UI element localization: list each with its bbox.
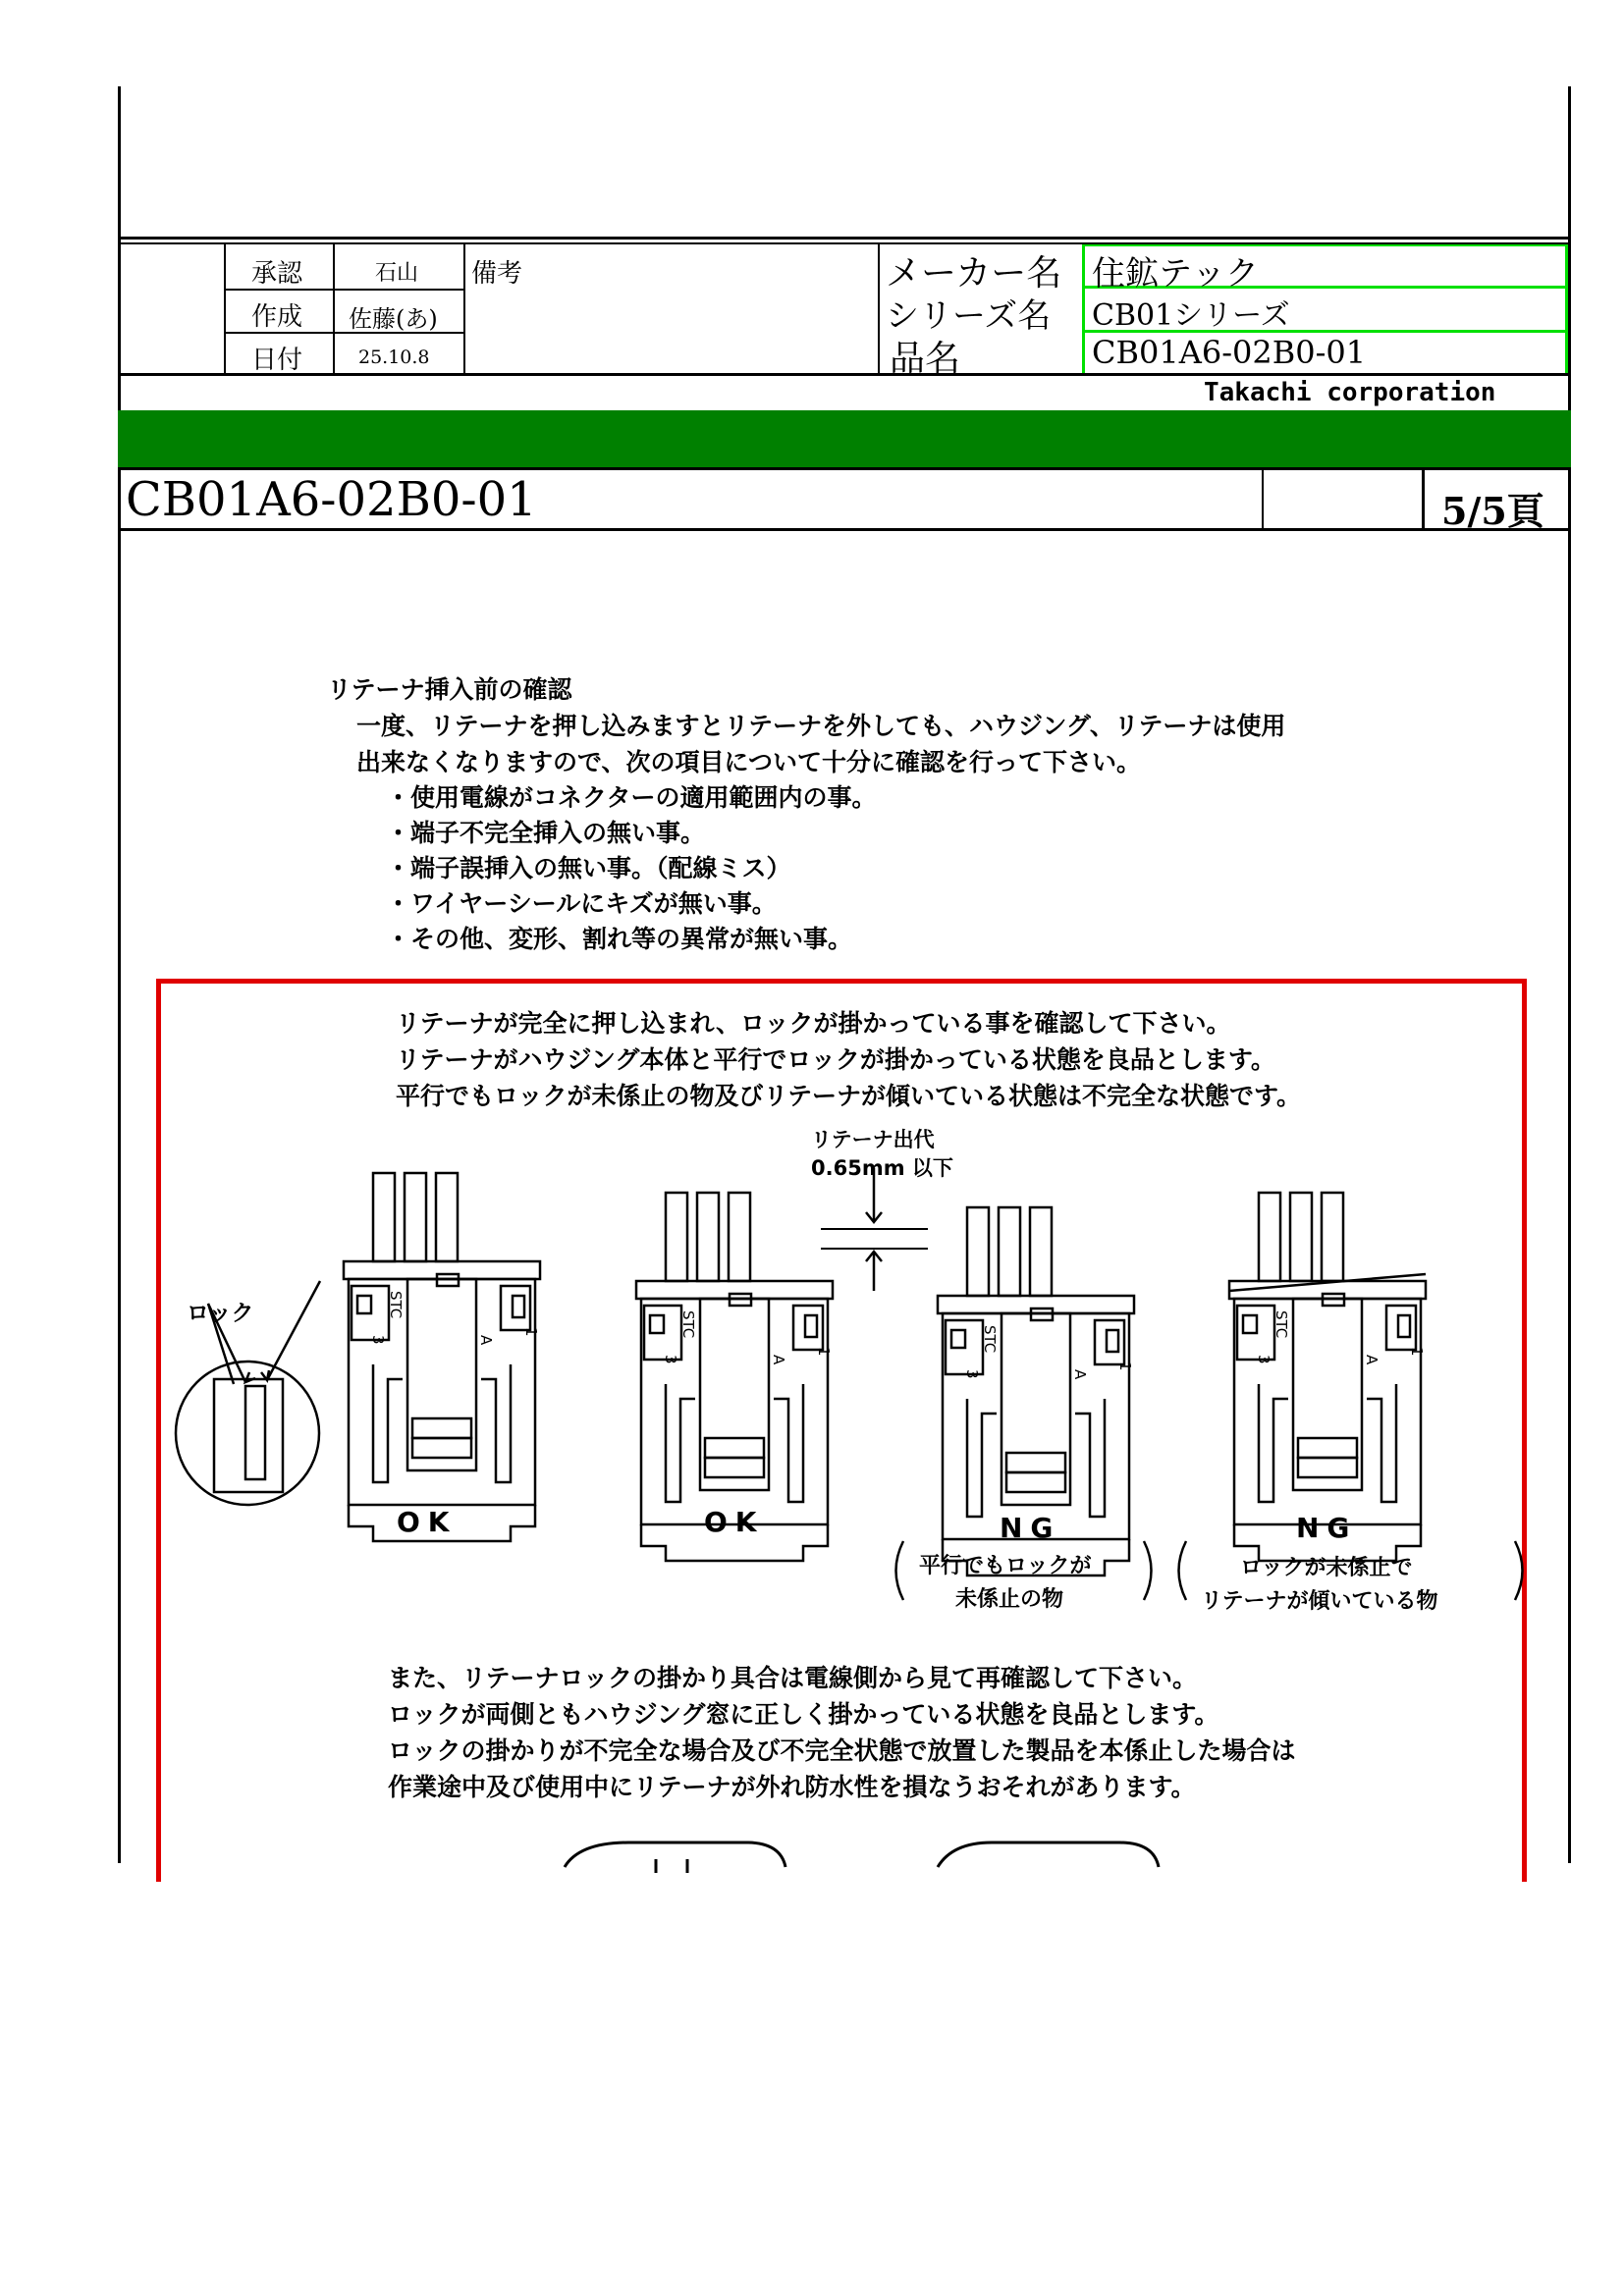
result-label: NG <box>1000 1512 1061 1544</box>
date-value: 25.10.8 <box>358 347 430 368</box>
connector-mark-a: A <box>1071 1369 1089 1380</box>
ng-note-1-line2: 未係止の物 <box>955 1587 1064 1612</box>
create-value: 佐藤(あ) <box>349 305 438 333</box>
result-label: OK <box>397 1506 458 1538</box>
pre-check-item: ・その他、変形、割れ等の異常が無い事。 <box>386 925 853 953</box>
part-number-title: CB01A6-02B0-01 <box>126 472 537 527</box>
maker-value: 住鉱テック <box>1092 254 1259 294</box>
connector-mark-num: 1 <box>522 1327 540 1337</box>
date-label: 日付 <box>251 346 303 375</box>
approve-label: 承認 <box>251 259 303 289</box>
connector-mark-stc: STC <box>387 1291 405 1319</box>
result-label: NG <box>1296 1512 1358 1544</box>
approve-value: 石山 <box>375 261 419 286</box>
connector-mark-num: 1 <box>1408 1347 1426 1357</box>
connector-mark-num: 3 <box>369 1335 387 1345</box>
company-name: Takachi corporation <box>1204 378 1496 407</box>
page-number: 5/5頁 <box>1441 489 1544 533</box>
pre-check-intro-1: 一度、リテーナを押し込みますとリテーナを外しても、ハウジング、リテーナは使用 <box>356 712 1286 740</box>
connector-mark-stc: STC <box>679 1310 697 1339</box>
connector-mark-num: 3 <box>963 1369 981 1379</box>
connector-mark-a: A <box>770 1355 787 1365</box>
recheck-line-4: 作業途中及び使用中にリテーナが外れ防水性を損なうおそれがあります。 <box>388 1773 1196 1801</box>
lock-check-line-3: 平行でもロックが未係止の物及びリテーナが傾いている状態は不完全な状態です。 <box>396 1082 1302 1110</box>
connector-mark-stc: STC <box>1272 1310 1290 1339</box>
bottom-connector-sketches <box>0 1838 1624 1877</box>
lock-label: ロック <box>187 1301 254 1326</box>
connector-mark-num: 1 <box>815 1347 833 1357</box>
recheck-line-1: また、リテーナロックの掛かり具合は電線側から見て再確認して下さい。 <box>388 1664 1198 1692</box>
maker-label: メーカー名 <box>886 253 1062 294</box>
series-value: CB01シリーズ <box>1092 298 1290 333</box>
connector-mark-num: 1 <box>1116 1362 1134 1371</box>
connector-mark-stc: STC <box>981 1325 999 1354</box>
green-band <box>118 410 1571 467</box>
ng-note-2-line2: リテーナが傾いている物 <box>1201 1589 1438 1614</box>
pre-check-intro-2: 出来なくなりますので、次の項目について十分に確認を行って下さい。 <box>356 748 1142 776</box>
connector-mark-num: 3 <box>662 1355 679 1364</box>
connector-mark-a: A <box>477 1335 495 1346</box>
connector-mark-a: A <box>1363 1355 1380 1365</box>
create-label: 作成 <box>251 302 303 332</box>
ng-note-1-line1: 平行でもロックが <box>919 1554 1092 1578</box>
ng-note-2-line1: ロックが未係止で <box>1240 1556 1413 1580</box>
connector-mark-num: 3 <box>1255 1355 1272 1364</box>
pre-check-item: ・使用電線がコネクターの適用範囲内の事。 <box>386 783 877 812</box>
lock-check-line-1: リテーナが完全に押し込まれ、ロックが掛かっている事を確認して下さい。 <box>396 1009 1231 1038</box>
recheck-line-2: ロックが両側ともハウジング窓に正しく掛かっている状態を良品とします。 <box>388 1700 1219 1729</box>
part-label: 品名 <box>890 339 961 379</box>
series-label: シリーズ名 <box>886 296 1052 336</box>
protrusion-label-2: 0.65mm 以下 <box>811 1156 953 1180</box>
part-value: CB01A6-02B0-01 <box>1092 334 1367 371</box>
pre-check-item: ・端子不完全挿入の無い事。 <box>386 819 706 847</box>
pre-check-item: ・端子誤挿入の無い事。（配線ミス） <box>386 854 791 882</box>
protrusion-label-1: リテーナ出代 <box>811 1128 935 1151</box>
remarks-label: 備考 <box>471 259 523 289</box>
lock-check-line-2: リテーナがハウジング本体と平行でロックが掛かっている状態を良品とします。 <box>396 1045 1275 1074</box>
pre-check-title: リテーナ挿入前の確認 <box>327 675 572 704</box>
pre-check-item: ・ワイヤーシールにキズが無い事。 <box>386 889 777 918</box>
result-label: OK <box>704 1506 765 1538</box>
recheck-line-3: ロックの掛かりが不完全な場合及び不完全状態で放置した製品を本係止した場合は <box>388 1736 1296 1765</box>
